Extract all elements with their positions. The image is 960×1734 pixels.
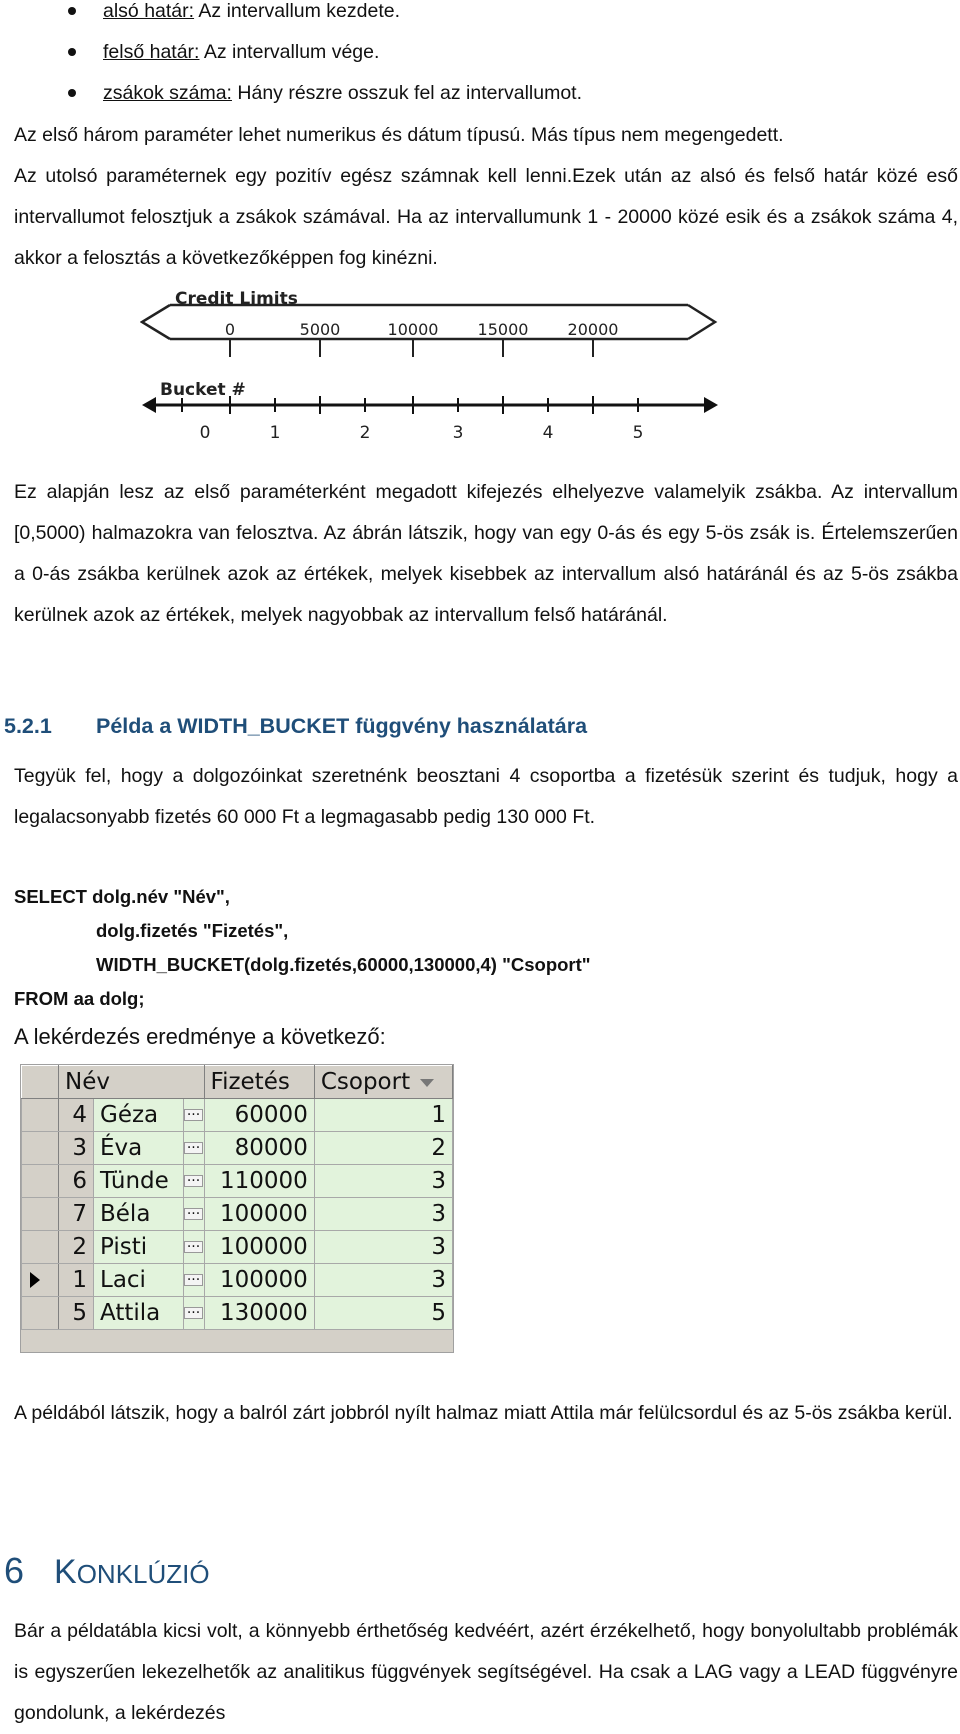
ellipsis-button[interactable] [183, 1264, 204, 1297]
bucket-tick-label: 1 [269, 423, 281, 443]
result-grid[interactable] [20, 1064, 454, 1353]
group-cell[interactable]: 3 [314, 1264, 452, 1297]
group-cell[interactable]: 3 [314, 1231, 452, 1264]
ellipsis-label: ··· [184, 1109, 203, 1121]
ellipsis-button[interactable] [183, 1231, 204, 1264]
table-row[interactable] [22, 1132, 453, 1165]
bucket-label: Bucket # [160, 380, 246, 400]
result-intro: A lekérdezés eredménye a következő: [14, 1024, 386, 1049]
salary-cell[interactable]: 130000 [204, 1297, 314, 1330]
credit-tick-label: 15000 [477, 320, 529, 339]
grid-header-row [22, 1066, 453, 1099]
bucket-tick-label: 0 [199, 423, 211, 443]
row-id-cell[interactable]: 4 [59, 1099, 94, 1132]
row-selector[interactable] [22, 1264, 59, 1297]
row-id-cell[interactable]: 7 [59, 1198, 94, 1231]
paragraph-conclusion-example: A példából látszik, hogy a balról zárt jobbról nyílt halmaz miatt Attila már felülcsordul és az 5-ös zsákba kerül. [14, 1402, 953, 1424]
chapter-title-rest: ONKLÚZIÓ [76, 1559, 210, 1589]
paragraph-conclusion: Bár a példatábla kicsi volt, a könnyebb érthetőség kedvéért, azért érzékelhető, hogy bonyolultabb problémák is egyszerűen lekezelhetők az analitikus függvények segítségével. Ha csak a LAG vagy a LEAD függvényre gondolunk, a lekérdezés [14, 1620, 958, 1724]
section-number: 5.2.1 [4, 714, 52, 738]
name-cell[interactable]: Béla [94, 1198, 184, 1231]
code-line: FROM aa dolg; [14, 988, 145, 1009]
code-line: WIDTH_BUCKET(dolg.fizetés,60000,130000,4) "Csoport" [96, 954, 591, 975]
table-row[interactable] [22, 1297, 453, 1330]
ellipsis-label: ··· [184, 1142, 203, 1154]
chapter-number: 6 [4, 1550, 25, 1591]
term-label: alsó határ: [103, 0, 195, 22]
group-cell[interactable]: 2 [314, 1132, 452, 1165]
bullet-icon [68, 48, 76, 56]
bucket-tick-label: 4 [542, 423, 554, 443]
name-cell[interactable]: Laci [94, 1264, 184, 1297]
list-item [0, 37, 960, 78]
row-id-cell[interactable]: 6 [59, 1165, 94, 1198]
name-cell[interactable]: Géza [94, 1099, 184, 1132]
bucket-left-arrowhead [142, 397, 156, 413]
name-cell[interactable]: Éva [94, 1132, 184, 1165]
column-header-csoport[interactable]: Csoport [314, 1066, 452, 1099]
term-description: Hány részre osszuk fel az intervallumot. [231, 82, 583, 104]
code-line: dolg.fizetés "Fizetés", [96, 920, 289, 941]
section-heading [4, 711, 587, 741]
list-item [0, 78, 960, 119]
ellipsis-label: ··· [184, 1274, 203, 1286]
parameter-list [0, 0, 960, 119]
ellipsis-button[interactable] [183, 1099, 204, 1132]
row-selector[interactable] [22, 1231, 59, 1264]
list-item [0, 0, 960, 37]
bucket-tick-label: 3 [452, 423, 464, 443]
table-row[interactable] [22, 1099, 453, 1132]
name-cell[interactable]: Pisti [94, 1231, 184, 1264]
name-cell[interactable]: Tünde [94, 1165, 184, 1198]
paragraph-explanation: Ez alapján lesz az első paraméterként megadott kifejezés elhelyezve valamelyik zsákba. Az intervallum [0,5000) halmazokra van felosztva. Az ábrán látszik, hogy van egy 0-ás és egy 5-ös zsák is. Értelemszerűen a 0-ás zsákba kerülnek azok az értékek, melyek kisebbek az intervallum alsó határánál és az 5-ös zsákba kerülnek azok az értékek, melyek nagyobbak az intervallum felső határánál. [14, 481, 958, 626]
credit-limits-label: Credit Limits [175, 290, 298, 309]
code-line: SELECT dolg.név "Név", [14, 886, 230, 907]
bullet-icon [68, 89, 76, 97]
salary-cell[interactable]: 100000 [204, 1198, 314, 1231]
group-cell[interactable]: 3 [314, 1198, 452, 1231]
current-row-arrow-icon [30, 1272, 40, 1288]
ellipsis-button[interactable] [183, 1198, 204, 1231]
row-selector[interactable] [22, 1297, 59, 1330]
credit-tick-label: 0 [224, 320, 236, 339]
row-id-cell[interactable]: 5 [59, 1297, 94, 1330]
credit-left-arrowhead [142, 305, 170, 339]
term-label: felső határ: [103, 41, 200, 63]
bucket-right-arrowhead [704, 397, 718, 413]
salary-cell[interactable]: 60000 [204, 1099, 314, 1132]
table-row[interactable] [22, 1264, 453, 1297]
row-id-cell[interactable]: 2 [59, 1231, 94, 1264]
column-header-fizetes[interactable]: Fizetés [204, 1066, 314, 1099]
bucket-tick-label: 5 [632, 423, 644, 443]
row-selector[interactable] [22, 1165, 59, 1198]
chapter-heading [4, 1549, 210, 1596]
salary-cell[interactable]: 110000 [204, 1165, 314, 1198]
credit-tick-label: 5000 [299, 320, 341, 339]
salary-cell[interactable]: 100000 [204, 1231, 314, 1264]
row-id-cell[interactable]: 3 [59, 1132, 94, 1165]
group-cell[interactable]: 1 [314, 1099, 452, 1132]
ellipsis-label: ··· [184, 1208, 203, 1220]
section-title: Példa a WIDTH_BUCKET függvény használatára [96, 714, 588, 738]
table-row[interactable] [22, 1165, 453, 1198]
ellipsis-label: ··· [184, 1241, 203, 1253]
row-selector-header [22, 1066, 59, 1099]
chapter-title-initial: K [54, 1553, 77, 1591]
salary-cell[interactable]: 100000 [204, 1264, 314, 1297]
group-cell[interactable]: 5 [314, 1297, 452, 1330]
grid-footer [21, 1330, 453, 1352]
bucket-tick-label: 2 [359, 423, 371, 443]
credit-tick-label: 10000 [387, 320, 439, 339]
paragraph-types: Az első három paraméter lehet numerikus és dátum típusú. Más típus nem megengedett. [14, 124, 784, 146]
credit-tick-label: 20000 [567, 320, 619, 339]
sql-code-block [14, 880, 591, 1016]
ellipsis-label: ··· [184, 1175, 203, 1187]
bullet-icon [68, 7, 76, 15]
row-selector[interactable] [22, 1198, 59, 1231]
table-row[interactable] [22, 1231, 453, 1264]
salary-cell[interactable]: 80000 [204, 1132, 314, 1165]
ellipsis-button[interactable] [183, 1165, 204, 1198]
row-id-cell[interactable]: 1 [59, 1264, 94, 1297]
paragraph-example: Tegyük fel, hogy a dolgozóinkat szeretnénk beosztani 4 csoportba a fizetésük szerint és tudjuk, hogy a legalacsonyabb fizetés 60 000 Ft a legmagasabb pedig 130 000 Ft. [14, 765, 958, 828]
ellipsis-button[interactable] [183, 1297, 204, 1330]
term-label: zsákok száma: [103, 82, 232, 104]
table-row[interactable] [22, 1198, 453, 1231]
column-header-nev[interactable]: Név [59, 1066, 205, 1099]
credit-right-arrowhead [688, 305, 715, 339]
term-description: Az intervallum vége. [199, 41, 380, 63]
group-cell[interactable]: 3 [314, 1165, 452, 1198]
term-description: Az intervallum kezdete. [194, 0, 400, 22]
row-selector[interactable] [22, 1132, 59, 1165]
name-cell[interactable]: Attila [94, 1297, 184, 1330]
sort-dropdown-icon[interactable] [420, 1079, 434, 1087]
paragraph-split: Az utolsó paraméternek egy pozitív egész számnak kell lenni.Ezek után az alsó és felső határ közé eső intervallumot felosztjuk a zsákok számával. Ha az intervallumunk 1 - 20000 közé esik és a zsákok száma 4, akkor a felosztás a következőképpen fog kinézni. [14, 165, 958, 269]
bucket-diagram [140, 290, 800, 450]
ellipsis-button[interactable] [183, 1132, 204, 1165]
ellipsis-label: ··· [184, 1307, 203, 1319]
row-selector[interactable] [22, 1099, 59, 1132]
